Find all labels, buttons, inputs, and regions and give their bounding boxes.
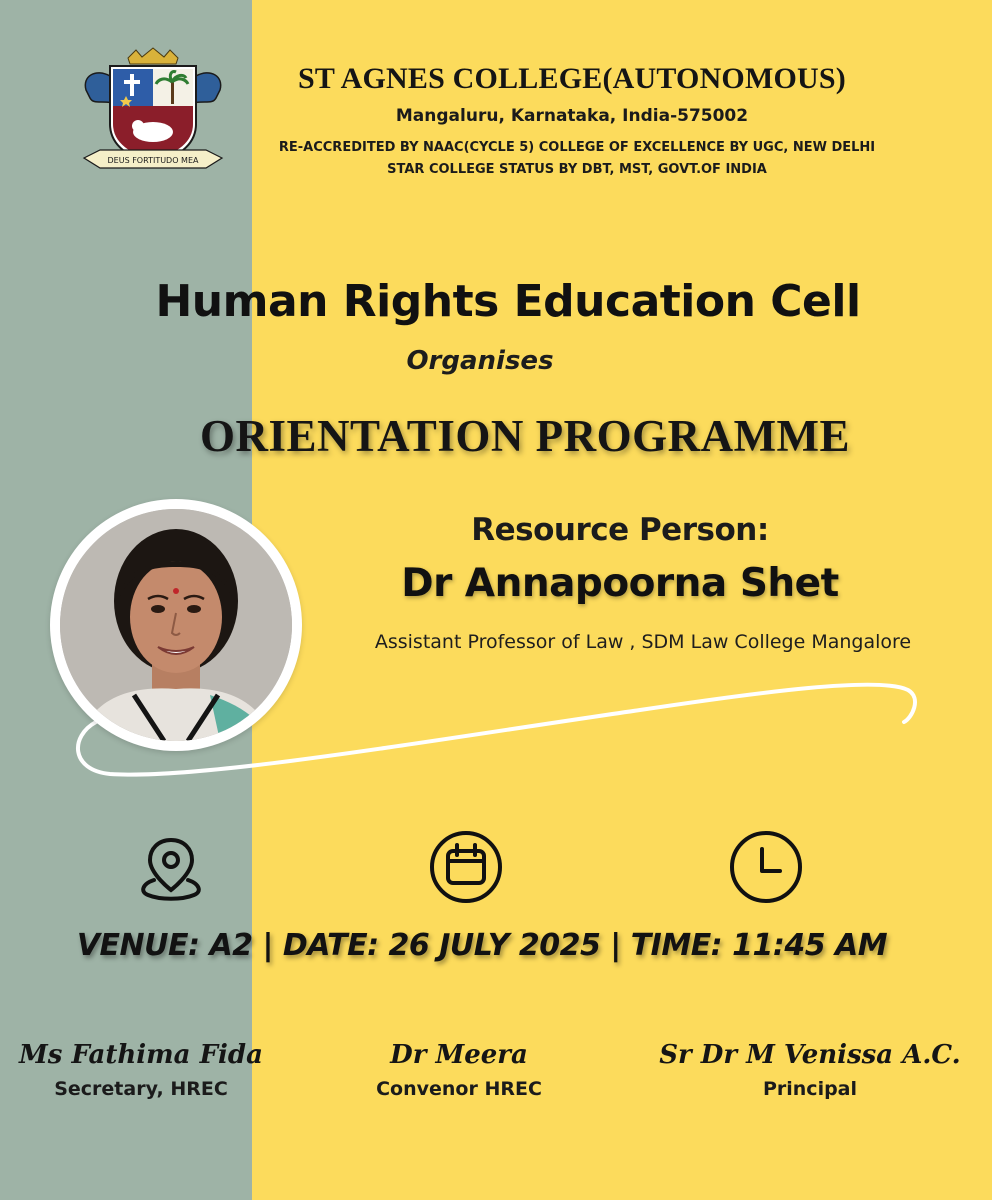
- event-details: VENUE: A2 | DATE: 26 JULY 2025 | TIME: 11:45 AM: [76, 928, 888, 963]
- signatory-secretary: [0, 1040, 282, 1100]
- college-name: ST AGNES COLLEGE(AUTONOMOUS): [298, 62, 846, 95]
- signatory-name: Ms Fathima Fida: [19, 1040, 263, 1070]
- organiser-title: Human Rights Education Cell: [155, 276, 861, 327]
- accreditation-line-2: STAR COLLEGE STATUS BY DBT, MST, GOVT.OF INDIA: [387, 162, 767, 177]
- calendar-icon: [428, 829, 504, 905]
- crest-motto: DEUS FORTITUDO MEA: [107, 156, 199, 165]
- signatory-role: Convenor HREC: [376, 1078, 542, 1100]
- location-pin-icon: [136, 836, 206, 902]
- signatory-role: Principal: [762, 1078, 858, 1100]
- event-title: ORIENTATION PROGRAMME: [199, 411, 851, 461]
- resource-person-role: Assistant Professor of Law , SDM Law College Mangalore: [374, 631, 912, 653]
- signatory-name: Dr Meera: [390, 1040, 528, 1070]
- resource-person-label: Resource Person:: [471, 512, 769, 548]
- college-crest-logo: [80, 46, 226, 180]
- resource-person-name: Dr Annapoorna Shet: [401, 561, 839, 606]
- college-address: Mangaluru, Karnataka, India-575002: [395, 106, 749, 126]
- signatory-convenor: [330, 1040, 588, 1100]
- clock-icon: [728, 829, 804, 905]
- signatory-principal: [640, 1040, 980, 1100]
- signatory-name: Sr Dr M Venissa A.C.: [659, 1040, 961, 1070]
- signatory-role: Secretary, HREC: [54, 1078, 228, 1100]
- resource-person-photo: [60, 509, 292, 741]
- organises-label: Organises: [406, 346, 554, 376]
- accreditation-line-1: RE-ACCREDITED BY NAAC(CYCLE 5) COLLEGE OF EXCELLENCE BY UGC, NEW DELHI: [278, 140, 876, 155]
